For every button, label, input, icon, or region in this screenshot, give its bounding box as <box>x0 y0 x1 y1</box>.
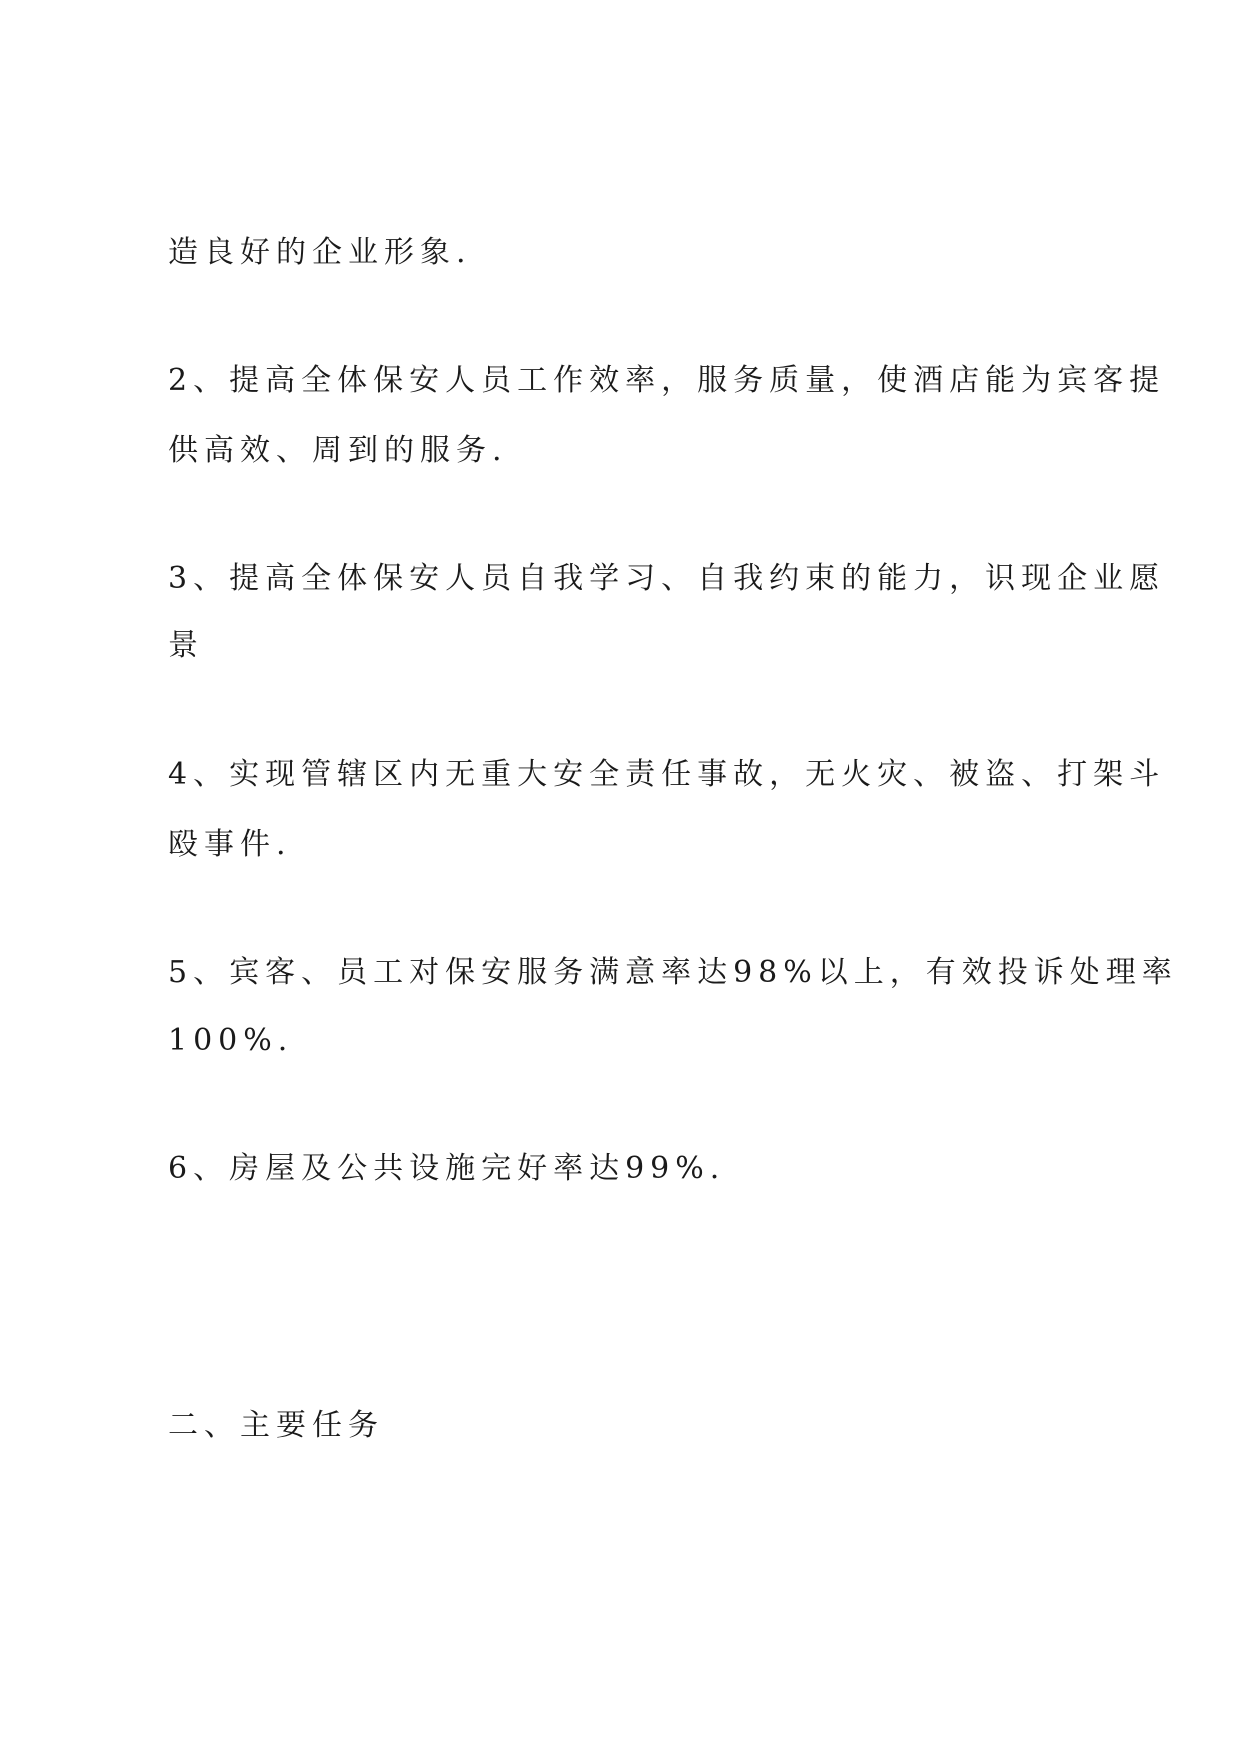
list-item-4-line-2: 殴事件. <box>168 827 292 862</box>
list-item-3-line-1: 3、提高全体保安人员自我学习、自我约束的能力，识现企业愿 <box>168 561 1166 596</box>
list-item-5-line-1: 5、宾客、员工对保安服务满意率达98%以上，有效投诉处理率 <box>168 955 1178 990</box>
list-item-2-line-2: 供高效、周到的服务. <box>168 433 508 468</box>
list-item-5-line-2: 100%. <box>168 1023 294 1058</box>
section-heading: 二、主要任务 <box>168 1408 384 1443</box>
list-item-6: 6、房屋及公共设施完好率达99%. <box>168 1151 726 1186</box>
list-item-3-line-2: 景 <box>168 628 204 663</box>
list-item-2-line-1: 2、提高全体保安人员工作效率，服务质量，使酒店能为宾客提 <box>168 363 1166 398</box>
text-line-continuation-1: 造良好的企业形象. <box>168 235 472 270</box>
list-item-4-line-1: 4、实现管辖区内无重大安全责任事故，无火灾、被盗、打架斗 <box>168 757 1166 792</box>
